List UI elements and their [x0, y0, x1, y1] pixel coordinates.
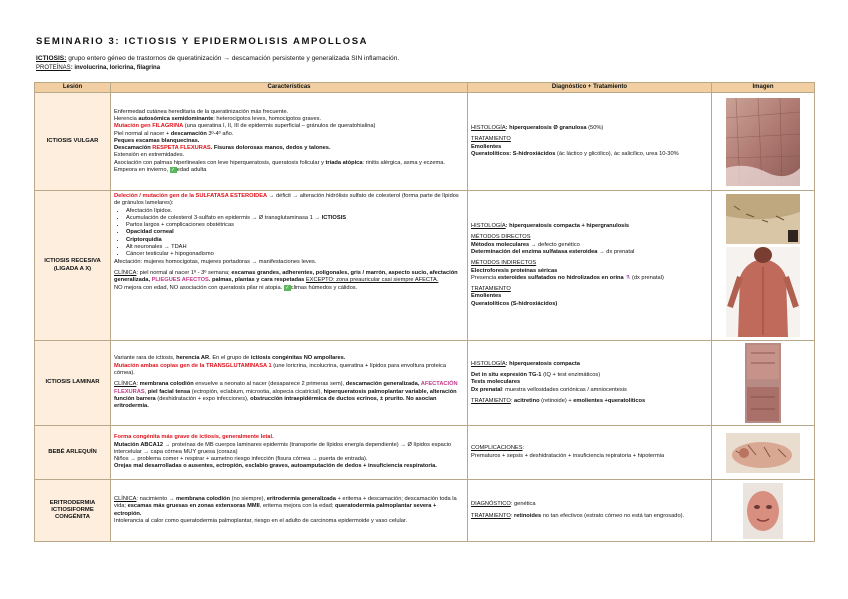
text: → proteínas de MB cuerpos laminares epidermis (transporte de lípidos energía dependiente) → Ø lípidos espacio intercelular → capa córnea MUY gruesa (coraza)	[114, 441, 452, 455]
text	[114, 123, 464, 130]
text: :	[510, 512, 514, 519]
text: Asociación con palmas hiperlineales con leve hiperqueratosis, queratosis folicular y	[114, 159, 326, 166]
definition	[36, 54, 399, 63]
text: TRATAMIENTO	[471, 512, 511, 519]
header-lesion: Lesión	[35, 83, 111, 93]
text: Descamación	[114, 145, 153, 152]
image-vulgar	[712, 93, 815, 191]
text: autosómica semidominante	[138, 115, 214, 122]
text	[471, 501, 708, 508]
text: (una queratina I, II, III de epidermis superficial – gránulos de queratohialina)	[183, 123, 376, 130]
text	[471, 361, 708, 368]
text: obstrucción intraepidérmica de ductos ecrinos, ± prurito. No asocian eritrodermia.	[114, 395, 437, 410]
table-row-arlequin	[35, 426, 815, 480]
text: . En el grupo de	[209, 355, 251, 362]
text: emolientes +queratolíticos	[573, 397, 646, 404]
text: , eritema mejora con la edad;	[259, 503, 335, 510]
text: : genética	[510, 501, 536, 508]
text: COMPLICACIONES	[471, 445, 523, 452]
text: Presencia	[471, 274, 498, 281]
text	[114, 285, 464, 292]
text: hiperqueratosis palmoplantar variable, alteración función barrera	[114, 388, 457, 402]
text	[471, 398, 708, 405]
text: (dx prenatal)	[630, 274, 664, 281]
text	[114, 116, 464, 123]
text: HISTOLOGÍA	[471, 360, 506, 367]
image-recesiva	[712, 191, 815, 341]
text: MÉTODOS INDIRECTOS	[471, 260, 537, 267]
text: :	[522, 445, 525, 452]
text: descamación generalizada,	[345, 381, 421, 388]
text: PLIEGUES AFECTOS	[151, 277, 209, 284]
table-row-eritrodermia	[35, 480, 815, 542]
text: : muestra vellosidades coriónicas / amniocentesis	[501, 386, 627, 393]
text	[114, 160, 464, 167]
text	[114, 363, 464, 378]
text: Niños → problema comer + respirar + aumetno riesgo infección (fisura córnea → puerta de entrada).	[114, 456, 368, 463]
text	[471, 445, 708, 452]
text: : heterocigotos leves, homocigotos graves.	[213, 115, 322, 122]
table-row-vulgar	[35, 93, 815, 191]
definition-label: ICTIOSIS:	[36, 55, 67, 62]
text	[471, 513, 708, 520]
text	[471, 151, 708, 158]
text: tríada atópica	[325, 159, 363, 166]
text: : hiperqueratosis Ø granulosa	[505, 124, 587, 131]
text	[114, 442, 464, 457]
text: . Fisuras dolorosas manos, dedos y talones.	[210, 145, 331, 152]
text	[114, 496, 464, 518]
text: HISTOLOGÍA	[471, 124, 506, 131]
text: edad adulta	[176, 167, 207, 174]
text	[114, 131, 464, 138]
collodion-baby-photo	[745, 343, 781, 423]
check-icon: ✓	[171, 167, 176, 174]
image-laminar	[712, 341, 815, 426]
lesion-arlequin: BEBÉ ARLEQUÍN	[35, 426, 111, 480]
lesion-eritrodermia: ERITRODERMIA ICTIOSIFORME CONGÉNITA	[35, 480, 111, 542]
skin-scales-photo	[726, 98, 800, 186]
proteins-line	[36, 65, 160, 71]
text: (no siempre),	[230, 495, 267, 502]
text: Peques escamas blanquecinas.	[114, 137, 200, 144]
text: :	[136, 381, 140, 388]
text: ICTIOSIS	[321, 214, 347, 221]
text: TRATAMIENTO	[471, 286, 511, 293]
text: eritrodermia generalizada	[266, 495, 336, 502]
text: defecto genético	[538, 241, 580, 248]
text: Extensión en extremidades.	[114, 152, 185, 159]
text: DIAGNÓSTICO	[471, 501, 511, 508]
diag-recesiva	[468, 191, 712, 341]
caract-eritrodermia	[111, 480, 468, 542]
text	[114, 270, 464, 285]
text: Emolientes	[471, 293, 502, 300]
text: (deshidratación + expo infecciones),	[155, 395, 251, 402]
list-item: • Criptorquidia	[126, 237, 464, 244]
text: (50%)	[586, 124, 604, 131]
proteins-label: PROTEÍNAS	[36, 65, 71, 71]
list-item	[126, 215, 464, 222]
text: Enfermedad cutánea hereditaria de la queratinización más frecuente.	[114, 108, 289, 115]
text: Mutación ambas copias gen de la TRANSGLUTAMINASA 1	[114, 362, 272, 369]
diag-eritrodermia	[468, 480, 712, 542]
text: :	[510, 397, 514, 404]
text	[471, 387, 708, 394]
text: Dx prenatal	[471, 386, 502, 393]
back-photo	[726, 247, 800, 337]
image-eritrodermia	[712, 480, 815, 542]
caract-recesiva	[111, 191, 468, 341]
diag-vulgar	[468, 93, 712, 191]
text: AFECTACIÓN FLEXURAS	[114, 381, 458, 395]
text: EXCEPTO: zona preauricular casi siempre AFECTA.	[305, 277, 439, 284]
diag-arlequin	[468, 426, 712, 480]
text: Intolerancia al calor como queratodermia palmoplantar, riesgo en el adulto de carcinoma epidermoide y vaso celular.	[114, 517, 408, 524]
text: : hiperqueratosis compacta	[505, 360, 580, 367]
text: Empeora en invierno,	[114, 167, 170, 174]
text: Queratolíticos (S-hidroxiácidos)	[471, 300, 558, 307]
erythroderma-baby-photo	[743, 483, 783, 539]
text: Prematuros + sepsis + deshidratación + insuficiencia repiratoria + hipotermia	[471, 452, 665, 459]
text: ictiosis congénitas NO ampollares.	[250, 355, 346, 362]
text: Emolientes	[471, 143, 502, 150]
text: envuelve a neonato al nacer (desaparece 2 primeras sem),	[193, 381, 346, 388]
text: Piel normal al nacer +	[114, 130, 171, 137]
main-table	[34, 82, 815, 542]
text: membrana colodión	[175, 495, 231, 502]
text: CLÍNICA	[114, 269, 137, 276]
text: Determinación del enzima sulfatasa esteroidea →	[471, 248, 607, 255]
text: Mutación ABCA12	[114, 441, 164, 448]
list-item: • Alt neuronales → TDAH	[126, 244, 464, 251]
text	[114, 381, 464, 410]
lesion-recesiva: ICTIOSIS RECESIVA (LIGADA A X)	[35, 191, 111, 341]
flask-icon: ⚗	[625, 274, 631, 281]
text: Afectación: mujeres homocigotas, mujeres portadoras → manifestaciones leves.	[114, 258, 317, 265]
text: 3º-4º año.	[206, 130, 234, 137]
text: Herencia	[114, 115, 139, 122]
diag-laminar	[468, 341, 712, 426]
text	[471, 223, 708, 230]
text: (IQ + test enzimáticos)	[541, 372, 601, 379]
list-item: • Cáncer testicular + hipogonadismo	[126, 251, 464, 258]
text	[114, 355, 464, 362]
text: Electroforesis proteínas séricas	[471, 267, 558, 274]
lesion-vulgar: ICTIOSIS VULGAR	[35, 93, 111, 191]
text: + eritema + descamación; descamación toda la vida;	[114, 495, 457, 510]
text: : piel normal al nacer 1º - 3º semana;	[136, 269, 232, 276]
text: piel facial tensa	[147, 388, 191, 395]
skin-dark-scales-photo	[726, 194, 800, 244]
definition-text: grupo entero géneo de trastornos de queratinización → descamación persistente y generalizada SIN inflamación.	[66, 55, 400, 62]
text: esteroides sulfatados no hidrolizados en orina	[497, 274, 624, 281]
text: climas húmedos y cálidos.	[290, 284, 358, 291]
text: membrana colodión	[139, 381, 194, 388]
text: Métodos moleculares →	[471, 241, 539, 248]
text: (ác láctico y glicólico), ác salicílico, urea 10-30%	[555, 150, 679, 157]
lesion-laminar: ICTIOSIS LAMINAR	[35, 341, 111, 426]
image-arlequin	[712, 426, 815, 480]
table-row-laminar	[35, 341, 815, 426]
harlequin-baby-photo	[726, 433, 800, 473]
text: Variante rara de ictiosis,	[114, 355, 177, 362]
text: queratodermia palmoplantar severa + ectropión.	[114, 503, 437, 517]
text	[114, 193, 464, 208]
header-caracteristicas: Características	[111, 83, 468, 93]
text: . palmas, plantas y cara respetadas	[208, 277, 306, 284]
text: escamas más gruesas en zonas extensoras MMII	[127, 503, 260, 510]
text: Tests moleculares	[471, 379, 521, 386]
text: (ectropión, eclabium, microotia, alopecia cicatricial),	[190, 388, 324, 395]
text: Orejas mal desarrolladas o ausentes, ectropión, esclabio graves, autoamputación de dedos + insuficiencia respiratoria.	[114, 463, 437, 470]
list-item: • Opacidad corneal	[126, 229, 464, 236]
text: retinoides	[513, 512, 542, 519]
text: Forma congénita más grave de ictiosis, generalmente letal.	[114, 434, 274, 441]
text	[471, 372, 708, 379]
text: NO mejora con edad, NO asociación con queratosis pilar ni atopia.	[114, 284, 284, 291]
check-icon: ✓	[285, 284, 290, 291]
table-header-row	[35, 83, 815, 93]
text: no tan efectivos (estrato córneo no está tan engrosado).	[541, 512, 685, 519]
text: TRATAMIENTO	[471, 397, 511, 404]
list-item: • Partos largos + complicaciones obstétricas	[126, 222, 464, 229]
text: descamación	[170, 130, 207, 137]
text	[114, 145, 464, 152]
list-item: • Afectación lípidos.	[126, 208, 464, 215]
text: herencia AR	[176, 355, 210, 362]
text: acitretino	[513, 397, 540, 404]
text: escamas grandes, adherentes, poligonales, gris / marrón, aspecto sucio, afectación generalizada,	[114, 269, 458, 284]
text: → déficit → alteración hidrólisis sulfato de colesterol (forma parte de lípidos de gránulos lamelares):	[114, 193, 459, 207]
text: Det in situ expresión TG-1	[471, 372, 542, 379]
text: HISTOLOGÍA	[471, 223, 506, 230]
text: Acumulación de colesterol 3-sulfato en epidermis → Ø transglutaminasa 1 →	[126, 214, 322, 221]
text: CLÍNICA	[114, 495, 137, 502]
text: (retinoide) +	[539, 397, 574, 404]
caract-laminar	[111, 341, 468, 426]
text: Mutación gen FILAGRINA	[114, 123, 184, 130]
caract-arlequin	[111, 426, 468, 480]
text: (une loricrina, incolucrina, queratina + lípidos para envoltura proteica córnea).	[114, 362, 447, 377]
page-title: SEMINARIO 3: ICTIOSIS Y EPIDERMOLISIS AMPOLLOSA	[36, 36, 369, 47]
text: MÉTODOS DIRECTOS	[471, 234, 531, 241]
table-row-recesiva	[35, 191, 815, 341]
text: TRATAMIENTO	[471, 136, 511, 143]
text: : nacimiento →	[136, 495, 176, 502]
header-imagen: Imagen	[712, 83, 815, 93]
text	[114, 167, 464, 174]
text: Deleción / mutación gen de la SULFATASA ESTEROIDEA	[114, 193, 268, 199]
caract-vulgar	[111, 93, 468, 191]
text	[471, 125, 708, 132]
text	[471, 275, 708, 282]
text	[471, 242, 708, 249]
proteins-text: : involucrina, loricrina, filagrina	[70, 65, 161, 71]
text: RESPETA FLEXURAS	[152, 145, 211, 152]
text: ,	[144, 388, 148, 395]
text: : rinitis alérgica, asma y eczema.	[362, 159, 445, 166]
text: Queratolíticos: S-hidroxiácidos	[471, 150, 556, 157]
text: dx prenatal	[606, 248, 635, 255]
text: CLÍNICA	[114, 381, 137, 388]
text	[471, 249, 708, 256]
header-diagnostico: Diagnóstico + Tratamiento	[468, 83, 712, 93]
text: : hiperqueratosis compacta + hipergranulosis	[505, 223, 630, 230]
